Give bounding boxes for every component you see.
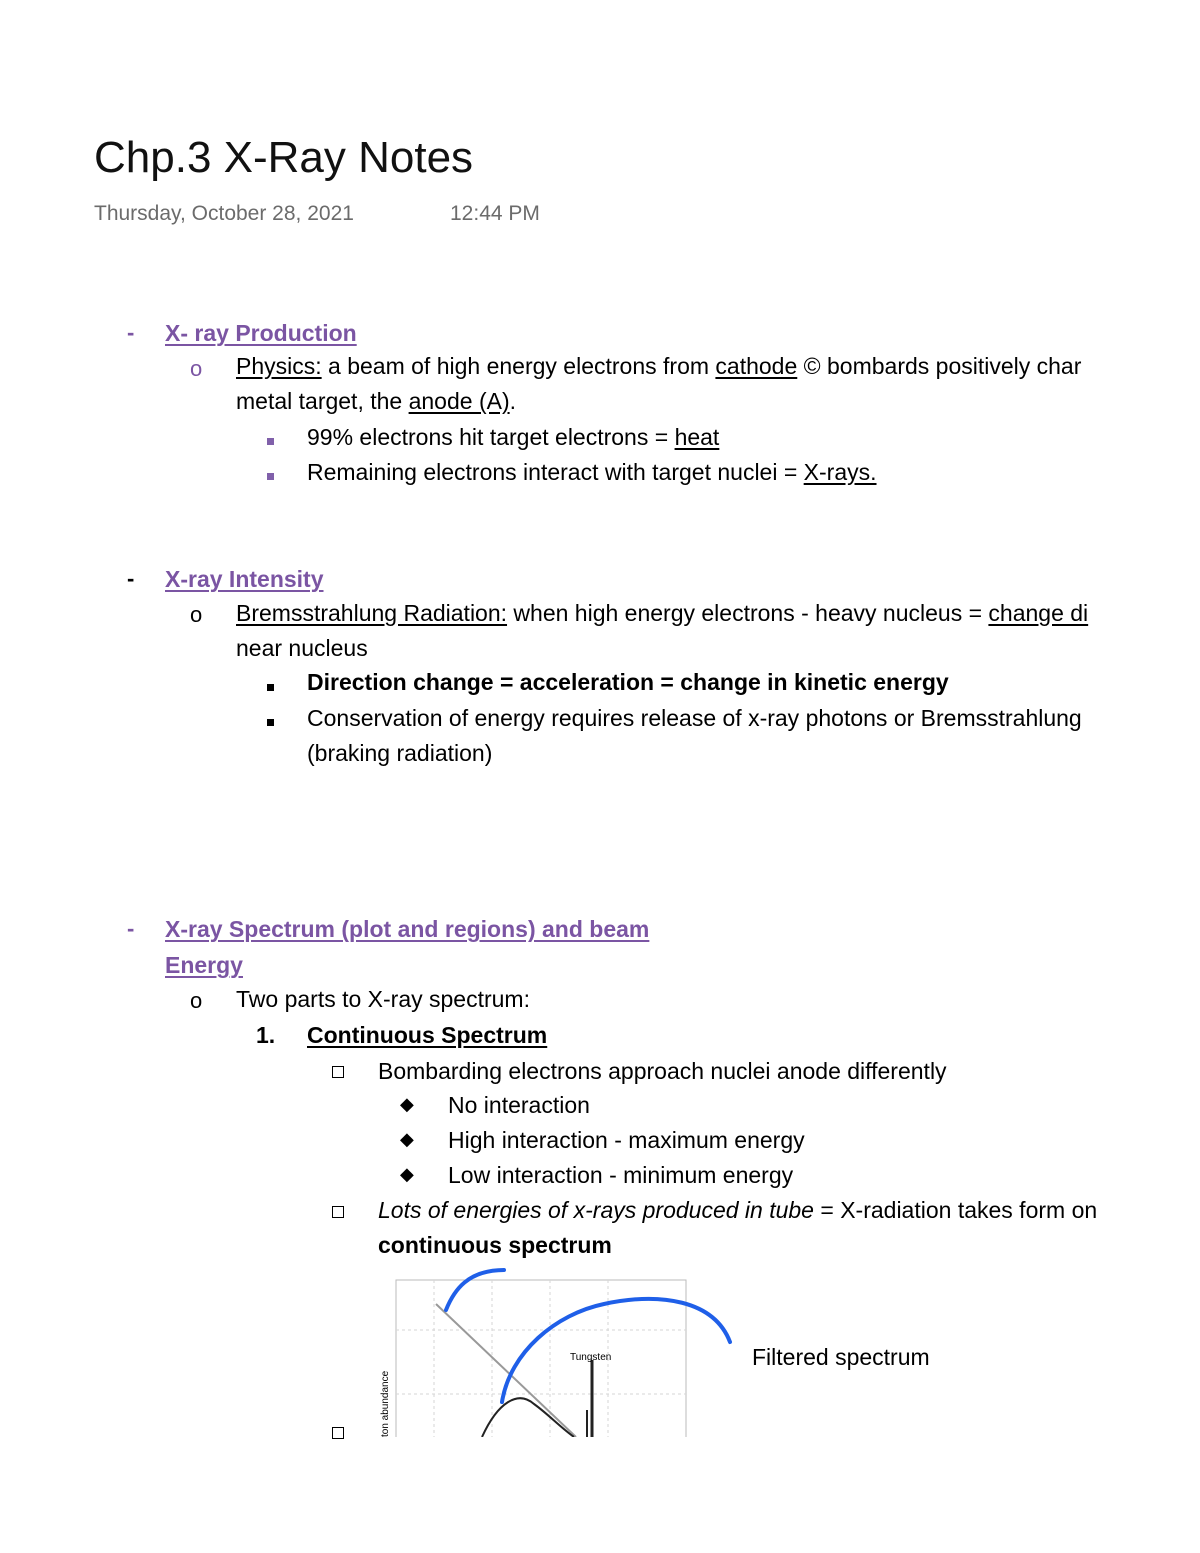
physics-label: Physics: — [236, 353, 322, 379]
cathode-term: cathode — [715, 353, 798, 379]
page-date: Thursday, October 28, 2021 — [94, 202, 354, 225]
bombarding-line: Bombarding electrons approach nuclei anode differently — [378, 1058, 947, 1084]
bremsstrahlung-text: when high energy electrons - heavy nucleus = — [507, 600, 989, 626]
circle-bullet: o — [190, 356, 203, 381]
diamond-item-1: No interaction — [448, 1092, 590, 1118]
square-bullet — [267, 713, 274, 731]
two-parts-line: Two parts to X-ray spectrum: — [236, 986, 530, 1012]
bremsstrahlung-line — [236, 602, 1088, 625]
filtered-spectrum-label: Filtered spectrum — [752, 1344, 930, 1370]
bullet-text: Remaining electrons interact with target nuclei = — [307, 459, 804, 485]
bullet-conservation-line2: (braking radiation) — [307, 740, 493, 766]
section-heading-spectrum-2: Energy — [165, 952, 243, 978]
bremsstrahlung-label: Bremsstrahlung Radiation: — [236, 600, 508, 626]
physics-line2a: metal target, the — [236, 388, 409, 414]
anode-term: anode (A) — [408, 388, 510, 414]
diamond-bullet: ◆ — [400, 1094, 414, 1114]
continuous-spectrum-heading: Continuous Spectrum — [307, 1022, 548, 1048]
diamond-item-3: Low interaction - minimum energy — [448, 1162, 794, 1188]
page-title: Chp.3 X-Ray Notes — [94, 133, 474, 182]
lots-of-energies-italic: Lots of energies of x-rays produced in tube — [378, 1197, 814, 1223]
section-heading-intensity: X-ray Intensity — [165, 566, 324, 592]
dash-bullet: - — [127, 320, 135, 345]
physics-text-2: © bombards positively char — [797, 353, 1082, 379]
square-bullet — [267, 678, 274, 696]
physics-text: a beam of high energy electrons from — [321, 353, 716, 379]
lots-of-energies-line — [378, 1199, 1097, 1222]
xrays-term: X-rays. — [803, 459, 877, 485]
diamond-bullet: ◆ — [400, 1129, 414, 1149]
spectrum-figure — [378, 1262, 738, 1437]
dash-bullet: - — [127, 916, 135, 941]
section-heading-production: X- ray Production — [165, 320, 357, 346]
dash-bullet: - — [127, 566, 135, 591]
physics-line2b: . — [509, 388, 516, 414]
checkbox-bullet — [332, 1205, 344, 1223]
continuous-spectrum-bold: continuous spectrum — [378, 1232, 612, 1258]
heat-term: heat — [674, 424, 720, 450]
tungsten-label: Tungsten — [570, 1352, 612, 1363]
section-heading-spectrum: X-ray Spectrum (plot and regions) and beam — [165, 916, 650, 942]
lots-of-energies-rest: = X-radiation takes form on — [813, 1197, 1098, 1223]
number-label: 1. — [256, 1022, 276, 1048]
circle-bullet: o — [190, 988, 203, 1013]
physics-line-2 — [236, 390, 516, 413]
page-time: 12:44 PM — [450, 202, 540, 225]
bullet-heat — [307, 426, 719, 449]
bullet-conservation: Conservation of energy requires release of x-ray photons or Bremsstrahlung — [307, 705, 1082, 731]
spectrum-plot-image — [378, 1262, 738, 1437]
bullet-xrays — [307, 461, 877, 484]
diamond-item-2: High interaction - maximum energy — [448, 1127, 805, 1153]
circle-bullet: o — [190, 602, 203, 627]
physics-line — [236, 355, 1081, 378]
square-bullet — [267, 432, 274, 450]
checkbox-bullet — [332, 1065, 344, 1083]
square-bullet — [267, 467, 274, 485]
change-direction-term: change di — [988, 600, 1089, 626]
bullet-text: 99% electrons hit target electrons = — [307, 424, 675, 450]
near-nucleus-line: near nucleus — [236, 635, 368, 661]
y-axis-label: ton abundance — [380, 1370, 391, 1437]
checkbox-bullet — [332, 1426, 344, 1444]
bullet-direction-change: Direction change = acceleration = change in kinetic energy — [307, 669, 949, 695]
diamond-bullet: ◆ — [400, 1164, 414, 1184]
